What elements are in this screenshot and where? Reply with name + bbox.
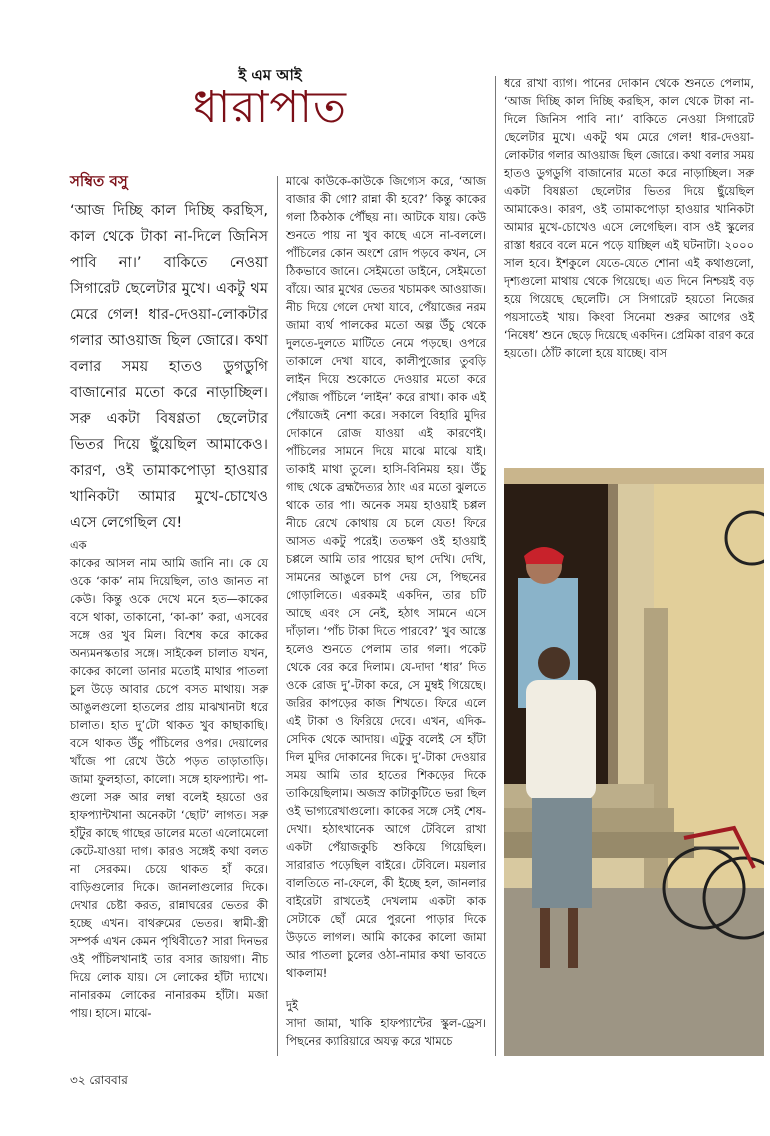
section-one-heading: এক: [70, 538, 87, 552]
section-two-heading: দুই: [286, 998, 298, 1012]
column-divider: [277, 176, 278, 1056]
column-2: [286, 172, 486, 1050]
section-one-text: কাকের আসল নাম আমি জানি না। কে যে ওকে ‘কাক’ নাম দিয়েছিল, তাও জানত না কেউ। কিন্তু ওকে দেখে মনে হত—কাকের বসে থাকা, তাকানো, ‘কা-কা’ করা, এসবের সঙ্গে ওর খুব মিল। বিশেষ করে কাকের অন্যমনস্কতার সঙ্গে। সাইকেল চালাত যখন, কাকের কালো ডানার মতোই মাথার পাতলা চুল উড়ে আবার চেপে বসত মাথায়। সরু আঙুলগুলো হাতলের প্রায় মাঝখানটা ধরে চালাত। হাত দু’টো থাকত খুব কাছাকাছি। বসে থাকত উঁচু পাঁচিলের ওপর। দেয়ালের খাঁজে পা রেখে উঠে পড়ত তাড়াতাড়ি। জামা ফুলহাতা, কালো। সঙ্গে হাফপ্যান্ট। পা-গুলো সরু আর লম্বা বলেই হয়তো ওর হাফপ্যান্টখানা অনেকটা ‘ছোট’ লাগত। সরু হাঁটুর কাছে গাছের ডালের মতো এলোমেলো কেটে-যাওয়া দাগ। কারও সঙ্গেই কথা বলত না সেরকম। চেয়ে থাকত হাঁ করে। বাড়িগুলোর দিকে। জানলাগুলোর দিকে। দেখার চেষ্টা করত, রান্নাঘরের ভেতর কী হচ্ছে এখন। বাথরুমের ভেতর। স্বামী-স্ত্রী সম্পর্ক এখন কেমন পৃথিবীতে? সারা দিনভর ওই পাঁচিলখানাই তার বসার জায়গা। নীচ দিয়ে লোক যায়। সে লোকের হাঁটা দ্যাখে। নানারকম লোকের নানারকম হাঁটা। মজা পায়। হাসে। মাঝে-: [70, 556, 268, 1020]
article-photo: [504, 468, 764, 1056]
photo-illustration: [504, 468, 764, 1056]
author-name: সম্বিত বসু: [70, 172, 128, 190]
column-3-text: ধরে রাখা ব্যাগ। পানের দোকান থেকে শুনতে পেলাম, ‘আজ দিচ্ছি কাল দিচ্ছি করছিস, কাল থেকে টাকা না-দিলে জিনিস পাবি না।’ বাকিতে নেওয়া সিগারেট ছেলেটার মুখে। একটু থম মেরে গেল! ধার-দেওয়া-লোকটার গলার আওয়াজ ছিল জোরে। কথা বলার সময় হাতও ডুগডুগি বাজানোর মতো করে নাড়াচ্ছিল। সরু একটা বিষণ্ণতা ছেলেটার ভিতর দিয়ে ছুঁয়েছিল আমাকেও। কারণ, ওই তামাকপোড়া হাওয়ার খানিকটা আমার মুখে-চোখেও এসে লেগেছিল। বাস ওই স্কুলের রাস্তা ধরবে বলে মনে পড়ে যাচ্ছিল এই ঘটনাটা। ২০০০ সাল হবে। ইশকুলে যেতে-যেতে শোনা এই কথাগুলো, দৃশ্যগুলো মাথায় থেকে গিয়েছে। এত দিনে নিশ্চয়ই বড় হয়ে গিয়েছে ছেলেটি। সে সিগারেট হয়তো নিজের পয়সাতেই খায়। কিংবা সিনেমা শুরুর আগের ওই ‘নিষেধ’ শুনে ছেড়ে দিয়েছে একদিন। প্রেমিকা বারণ করে হয়তো। ঠোঁট কালো হয়ে যাচ্ছে। বাস: [504, 76, 754, 360]
column-2-text: মাঝে কাউকে-কাউকে জিগ্যেস করে, ‘আজ বাজার কী গো? রান্না কী হবে?’ কিন্তু কাকের গলা ঠিকঠাক পৌঁছয় না। আটকে যায়। কেউ শুনতে পায় না খুব কাছে এসে না-বললে। পাঁচিলের কোন অংশে রোদ পড়বে কখন, সে ঠিকভাবে জানে। সেইমতো ডাইনে, সেইমতো বাঁয়ে। আর মুখের ভেতর খচামকৎ আওয়াজ। নীচ দিয়ে গেলে দেখা যাবে, পেঁয়াজের নরম জামা ব্যর্থ পালকের মতো অল্প উঁচু থেকে দুলতে-দুলতে মাটিতে নেমে পড়ছে। ওপরে তাকালে দেখা যাবে, কালীপুজোর তুবড়ি লাইন দিয়ে শুকোতে দেওয়ার মতো করে পেঁয়াজ পাঁচিলে ‘লাইন’ করে রাখা। কাক এই পেঁয়াজেই নেশা করে। সকালে বিহারি মুদির দোকানে রোজ যাওয়া এই কারণেই। পাঁচিলের সামনে দিয়ে মাঝে মাঝে যাই। তাকাই মাথা তুলে। হাসি-বিনিময় হয়। উঁচু গাছ থেকে ব্রহ্মদৈত্যর ঠ্যাং এর মতো ঝুলতে থাকে তার পা। অনেক সময় হাওয়াই চপ্পল নীচে রেখে কোথায় যে চলে যেত! ফিরে আসত একটু পরেই। ততক্ষণ ওই হাওয়াই চপ্পলে আমি তার পায়ের ছাপ দেখি। দেখি, সামনের আঙুলে চাপ দেয় সে, পিছনের গোড়ালিতে। এরকমই একদিন, তার চটি আছে এবং সে নেই, হঠাৎ সামনে এসে দাঁড়াল। ‘পাঁচ টাকা দিতে পারবে?’ খুব আস্তে হলেও শুনতে পেলাম তার গলা। পকেট থেকে বের করে দিলাম। যে-দাদা ‘ধার’ দিত ওকে রোজ দু’-টাকা করে, সে মুম্বই গিয়েছে। জরির কাপড়ের কাজ শিখতে। ফিরে এলে এই টাকা ও ফিরিয়ে দেবে। এখন, এদিক-সেদিক থেকে আদায়। এটুকু বলেই সে হাঁটা দিল মুদির দোকানের দিকে। দু’-টাকা দেওয়ার সময় আমি তার হাতের শিকড়ের দিকে তাকিয়েছিলাম। অজস্র কাটাকুটিতে ভরা ছিল ওই ভাগ্যরেখাগুলো। কাকের সঙ্গে সেই শেষ-দেখা। হঠাৎখানেক আগে টেবিলে রাখা একটা পেঁয়াজকুচি শুকিয়ে গিয়েছিল। সারারাত পড়েছিল বাইরে। টেবিলে। ময়লার বালতিতে না-ফেলে, কী ইচ্ছে হল, জানলার বাইরেটা রাখতেই দেখলাম একটা কাক সেটাকে ছোঁ মেরে পুরনো পাড়ার দিকে উড়তে লাগল। আমি কাকের কালো জামা আর পাতলা চুলের ওঠা-নামার কথা ভাবতে থাকলাম!: [286, 174, 486, 980]
column-1: [70, 172, 268, 1022]
article-title: ধারাপাত: [192, 82, 348, 133]
lede-paragraph: ‘আজ দিচ্ছি কাল দিচ্ছি করছিস, কাল থেকে টাকা না-দিলে জিনিস পাবি না।’ বাকিতে নেওয়া সিগারেট ছেলেটার মুখে। একটু থম মেরে গেল! ধার-দেওয়া-লোকটার গলার আওয়াজ ছিল জোরে। কথা বলার সময় হাতও ডুগডুগি বাজানোর মতো করে নাড়াচ্ছিল। সরু একটা বিষণ্ণতা ছেলেটার ভিতর দিয়ে ছুঁয়েছিল আমাকেও। কারণ, ওই তামাকপোড়া হাওয়ার খানিকটা আমার মুখে-চোখেও এসে লেগেছিল যে!: [70, 202, 268, 531]
column-divider: [495, 76, 496, 1056]
page-footer: ৩২ রোববার: [70, 1073, 128, 1087]
section-two-text: সাদা জামা, খাকি হাফপ্যান্টের স্কুল-ড্রেস। পিছনের ক্যারিয়ারে অযত্ন করে খামচে: [286, 1016, 486, 1048]
section-tag: ই এম আই: [238, 66, 302, 84]
column-3: [504, 74, 754, 362]
